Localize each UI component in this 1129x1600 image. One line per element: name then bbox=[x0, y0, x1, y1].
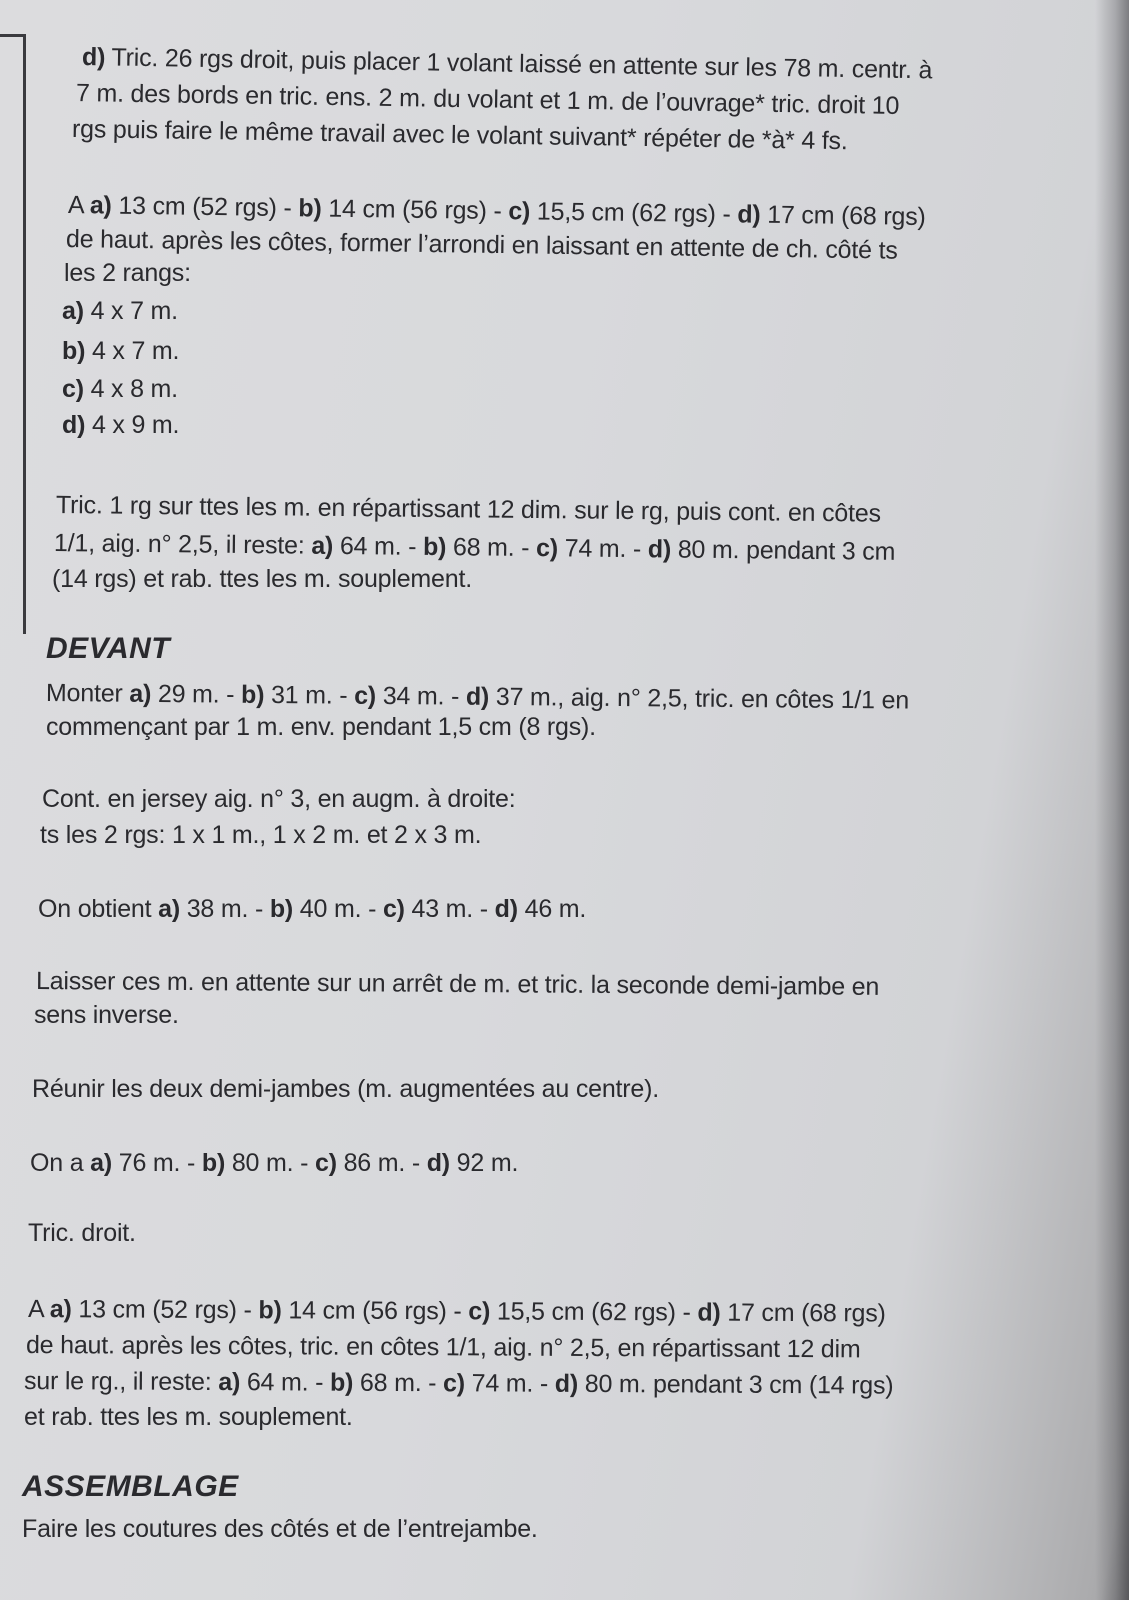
devant-haut-line-3: sur le rg., il reste: a) 64 m. - b) 68 m. - c) 74 m. - d) 80 m. pendant 3 cm (14 rgs) bbox=[23, 1367, 894, 1400]
devant-haut-line-1: A a) 13 cm (52 rgs) - b) 14 cm (56 rgs) - c) 15,5 cm (62 rgs) - d) 17 cm (68 rgs) bbox=[27, 1295, 886, 1328]
assemblage-text: Faire les coutures des côtés et de l’entrejambe. bbox=[22, 1515, 538, 1543]
devant-cont-line-1: Cont. en jersey aig. n° 3, en augm. à droite: bbox=[42, 785, 516, 813]
devant-heading: DEVANT bbox=[46, 632, 171, 665]
arrondi-item-d: d) 4 x 9 m. bbox=[62, 411, 180, 439]
arrondi-item-b: b) 4 x 7 m. bbox=[62, 337, 180, 365]
devant-haut-line-4: et rab. ttes les m. souplement. bbox=[24, 1403, 353, 1431]
block-d-line-1: d) Tric. 26 rgs droit, puis placer 1 volant laissé en attente sur les 78 m. centr. à bbox=[81, 43, 933, 85]
arrondi-item-a: a) 4 x 7 m. bbox=[62, 297, 178, 325]
block-d-line-2: 7 m. des bords en tric. ens. 2 m. du volant et 1 m. de l’ouvrage* tric. droit 10 bbox=[75, 79, 900, 120]
devant-on-a: On a a) 76 m. - b) 80 m. - c) 86 m. - d) 92 m. bbox=[30, 1149, 519, 1177]
tric-rg-line-1: Tric. 1 rg sur ttes les m. en répartissant 12 dim. sur le rg, puis cont. en côtes bbox=[55, 491, 881, 528]
devant-monter-line-2: commençant par 1 m. env. pendant 1,5 cm (8 rgs). bbox=[46, 713, 596, 741]
block-d-line-3: rgs puis faire le même travail avec le volant suivant* répéter de *à* 4 fs. bbox=[71, 115, 848, 156]
tric-rg-line-3: (14 rgs) et rab. ttes les m. souplement. bbox=[52, 565, 472, 593]
devant-laisser-line-2: sens inverse. bbox=[34, 1001, 179, 1029]
devant-tric-droit: Tric. droit. bbox=[28, 1219, 136, 1247]
devant-monter-line-1: Monter a) 29 m. - b) 31 m. - c) 34 m. - d) 37 m., aig. n° 2,5, tric. en côtes 1/1 en bbox=[45, 679, 910, 715]
arrondi-line-2: de haut. après les côtes, former l’arrondi en laissant en attente de ch. côté ts bbox=[65, 225, 898, 265]
arrondi-line-3: les 2 rangs: bbox=[64, 259, 191, 287]
devant-reunir: Réunir les deux demi-jambes (m. augmentées au centre). bbox=[32, 1075, 659, 1103]
tric-rg-line-2: 1/1, aig. n° 2,5, il reste: a) 64 m. - b) 68 m. - c) 74 m. - d) 80 m. pendant 3 cm bbox=[53, 529, 896, 566]
margin-rule-box bbox=[0, 34, 26, 634]
devant-cont-line-2: ts les 2 rgs: 1 x 1 m., 1 x 2 m. et 2 x 3 m. bbox=[40, 821, 482, 849]
arrondi-item-c: c) 4 x 8 m. bbox=[62, 375, 178, 403]
arrondi-line-1: A a) 13 cm (52 rgs) - b) 14 cm (56 rgs) - c) 15,5 cm (62 rgs) - d) 17 cm (68 rgs) bbox=[67, 191, 926, 231]
page-fold-shadow bbox=[1095, 0, 1129, 1600]
devant-laisser-line-1: Laisser ces m. en attente sur un arrêt de m. et tric. la seconde demi-jambe en bbox=[35, 967, 880, 1001]
assemblage-heading: ASSEMBLAGE bbox=[22, 1470, 239, 1503]
devant-haut-line-2: de haut. après les côtes, tric. en côtes 1/1, aig. n° 2,5, en répartissant 12 dim bbox=[25, 1331, 861, 1364]
devant-obtient: On obtient a) 38 m. - b) 40 m. - c) 43 m. - d) 46 m. bbox=[38, 895, 587, 923]
